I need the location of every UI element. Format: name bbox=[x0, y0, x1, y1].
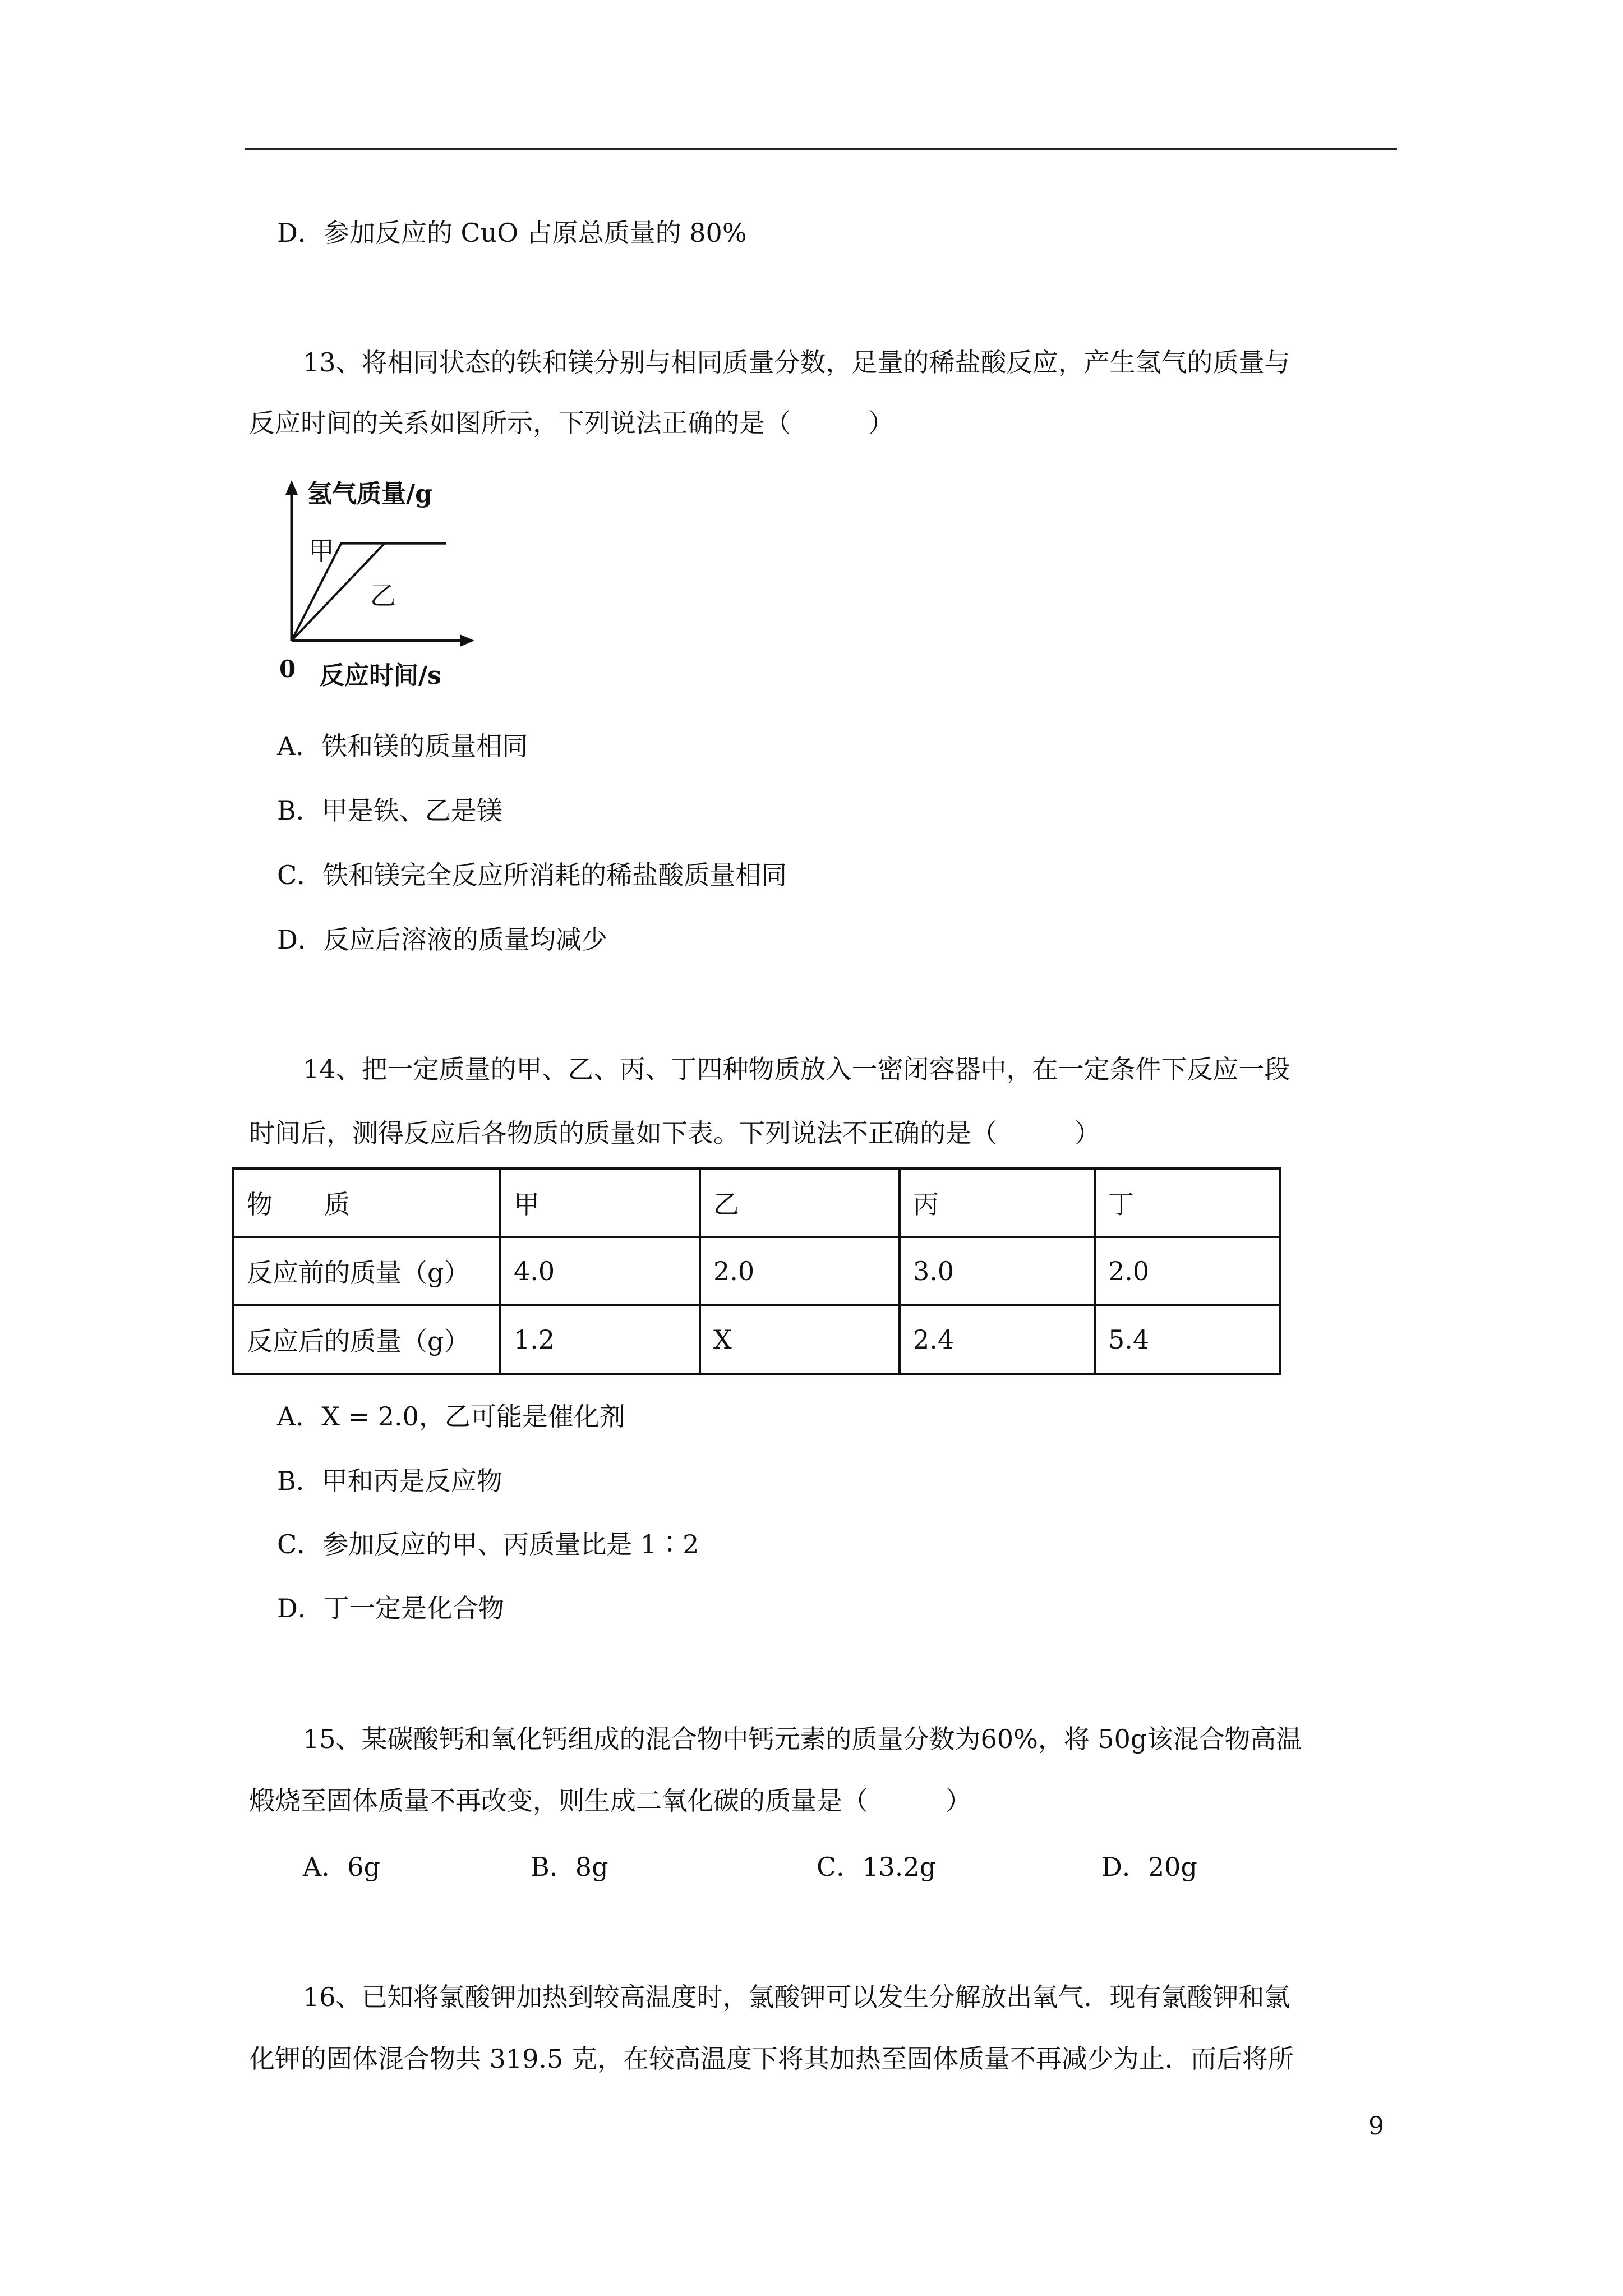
chart-x-axis-label: 反应时间/s bbox=[320, 661, 441, 690]
table-header-row bbox=[233, 1168, 1280, 1237]
table-cell: 2.4 bbox=[900, 1305, 1095, 1374]
table-cell: 反应前的质量（g） bbox=[233, 1237, 500, 1305]
table-cell: 甲 bbox=[500, 1168, 700, 1237]
table-cell: 物 质 bbox=[233, 1168, 500, 1237]
chart-y-axis-label: 氢气质量/g bbox=[307, 480, 432, 508]
q13-option-c: C．铁和镁完全反应所消耗的稀盐酸质量相同 bbox=[277, 860, 787, 890]
q13-option-b: B．甲是铁、乙是镁 bbox=[277, 795, 502, 826]
q12-option-d: D．参加反应的 CuO 占原总质量的 80% bbox=[277, 218, 747, 248]
header-rule bbox=[245, 148, 1397, 150]
q14-option-c: C．参加反应的甲、丙质量比是 1∶2 bbox=[277, 1529, 699, 1559]
q13-stem-line-2: 反应时间的关系如图所示，下列说法正确的是（ ） bbox=[249, 408, 894, 438]
mass-table bbox=[232, 1167, 1281, 1375]
q15-stem-line-1: 15、某碳酸钙和氧化钙组成的混合物中钙元素的质量分数为60%，将 50g该混合物高温 bbox=[303, 1724, 1302, 1754]
table-cell: 3.0 bbox=[900, 1237, 1095, 1305]
series-label-jia: 甲 bbox=[308, 536, 334, 566]
q15-stem-line-2: 煅烧至固体质量不再改变，则生成二氧化碳的质量是（ ） bbox=[249, 1786, 971, 1816]
q15-option-b: B．8g bbox=[531, 1852, 608, 1882]
y-axis-arrow bbox=[285, 480, 298, 495]
table-cell: 5.4 bbox=[1095, 1305, 1280, 1374]
table-cell: 1.2 bbox=[500, 1305, 700, 1374]
q14-stem-line-2: 时间后，测得反应后各物质的质量如下表。下列说法不正确的是（ ） bbox=[249, 1118, 1100, 1148]
table-cell: 丙 bbox=[900, 1168, 1095, 1237]
q15-option-c: C．13.2g bbox=[817, 1852, 937, 1882]
q16-stem-line-2: 化钾的固体混合物共 319.5 克，在较高温度下将其加热至固体质量不再减少为止．而后将所 bbox=[249, 2044, 1294, 2074]
table-cell: 4.0 bbox=[500, 1237, 700, 1305]
table-cell: 乙 bbox=[700, 1168, 900, 1237]
table-row bbox=[233, 1237, 1280, 1305]
table-cell: 2.0 bbox=[1095, 1237, 1280, 1305]
q15-option-a: A．6g bbox=[303, 1852, 380, 1882]
q13-option-d: D．反应后溶液的质量均减少 bbox=[277, 924, 607, 955]
hydrogen-mass-chart bbox=[264, 477, 477, 696]
chart-origin-label: 0 bbox=[279, 655, 296, 683]
x-axis-arrow bbox=[460, 634, 474, 647]
q13-stem-line-1: 13、将相同状态的铁和镁分别与相同质量分数，足量的稀盐酸反应，产生氢气的质量与 bbox=[303, 347, 1290, 378]
q15-option-d: D．20g bbox=[1101, 1852, 1197, 1882]
table-row bbox=[233, 1305, 1280, 1374]
table-cell: 2.0 bbox=[700, 1237, 900, 1305]
q14-option-b: B．甲和丙是反应物 bbox=[277, 1466, 502, 1496]
q13-option-a: A．铁和镁的质量相同 bbox=[277, 731, 528, 761]
series-label-yi: 乙 bbox=[370, 581, 396, 611]
q14-option-a: A．X = 2.0，乙可能是催化剂 bbox=[277, 1401, 625, 1432]
q14-option-d: D．丁一定是化合物 bbox=[277, 1593, 504, 1623]
table-cell: 反应后的质量（g） bbox=[233, 1305, 500, 1374]
page-number: 9 bbox=[1368, 2112, 1384, 2141]
table-cell: 丁 bbox=[1095, 1168, 1280, 1237]
table-cell: X bbox=[700, 1305, 900, 1374]
q14-stem-line-1: 14、把一定质量的甲、乙、丙、丁四种物质放入一密闭容器中，在一定条件下反应一段 bbox=[303, 1054, 1290, 1084]
q16-stem-line-1: 16、已知将氯酸钾加热到较高温度时，氯酸钾可以发生分解放出氧气．现有氯酸钾和氯 bbox=[303, 1982, 1290, 2012]
